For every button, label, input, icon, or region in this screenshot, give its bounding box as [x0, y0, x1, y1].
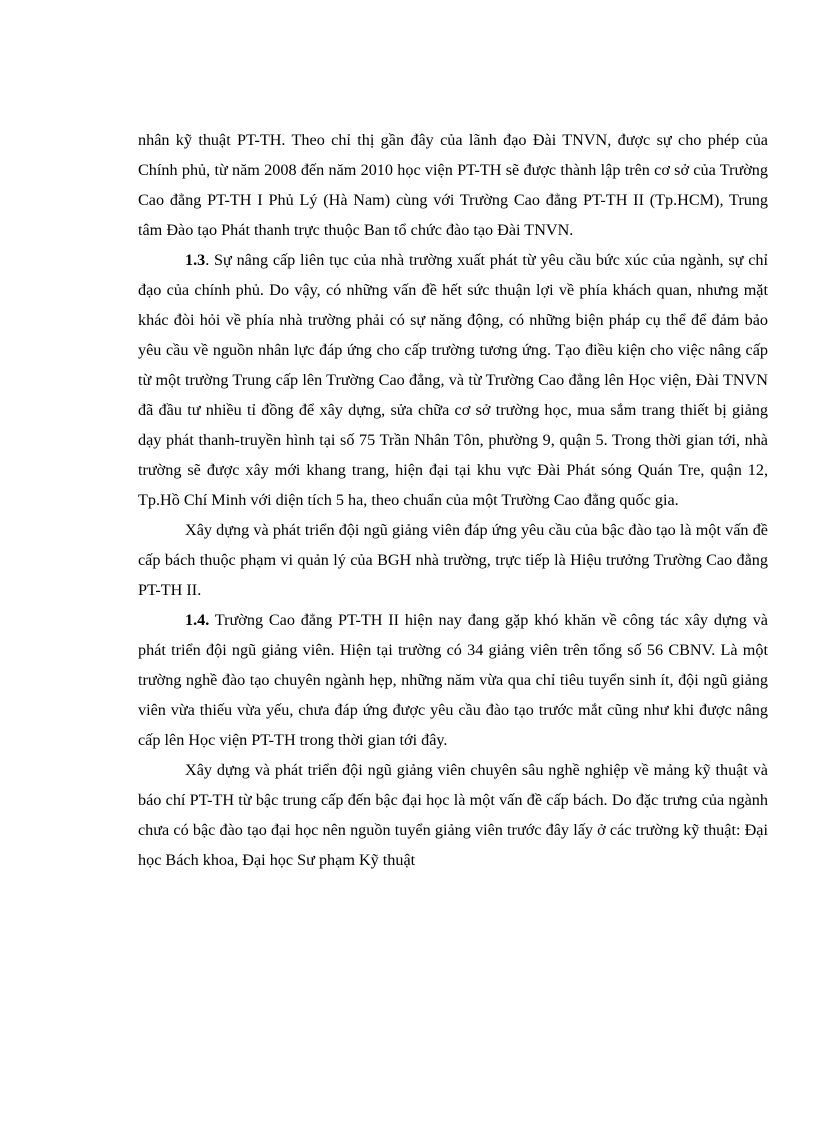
- paragraph-2-text: . Sự nâng cấp liên tục của nhà trường xuất phát từ yêu cầu bức xúc của ngành, sự chỉ đạo của chính phủ. Do vậy, có những vấn đề hết sức thuận lợi về phía khách quan, nhưng mặt khác đòi hỏi về phía nhà trường phải có sự năng động, có những biện pháp cụ thể để đảm bảo yêu cầu về nguồn nhân lực đáp ứng cho cấp trường tương ứng. Tạo điều kiện cho việc nâng cấp từ một trường Trung cấp lên Trường Cao đẳng, và từ Trường Cao đẳng lên Học viện, Đài TNVN đã đầu tư nhiều tỉ đồng để xây dựng, sửa chữa cơ sở trường học, mua sắm trang thiết bị giảng dạy phát thanh-truyền hình tại số 75 Trần Nhân Tôn, phường 9, quận 5. Trong thời gian tới, nhà trường sẽ được xây mới khang trang, hiện đại tại khu vực Đài Phát sóng Quán Tre, quận 12, Tp.Hồ Chí Minh với diện tích 5 ha, theo chuẩn của một Trường Cao đẳng quốc gia.: [138, 251, 768, 509]
- section-number-1-4: 1.4.: [185, 611, 210, 629]
- paragraph-5: [138, 755, 768, 875]
- paragraph-4-text: Trường Cao đẳng PT-TH II hiện nay đang gặp khó khăn về công tác xây dựng và phát triển đội ngũ giảng viên. Hiện tại trường có 34 giảng viên trên tổng số 56 CBNV. Là một trường nghề đào tạo chuyên ngành hẹp, những năm vừa qua chỉ tiêu tuyển sinh ít, đội ngũ giảng viên vừa thiếu vừa yếu, chưa đáp ứng được yêu cầu đào tạo trước mắt cũng như khi được nâng cấp lên Học viện PT-TH trong thời gian tới đây.: [138, 611, 768, 749]
- paragraph-3-text: Xây dựng và phát triển đội ngũ giảng viên đáp ứng yêu cầu của bậc đào tạo là một vấn đề cấp bách thuộc phạm vi quản lý của BGH nhà trường, trực tiếp là Hiệu trưởng Trường Cao đẳng PT-TH II.: [138, 521, 768, 599]
- section-number-1-3: 1.3: [185, 251, 206, 269]
- document-body: [138, 125, 768, 875]
- paragraph-1-text: nhân kỹ thuật PT-TH. Theo chỉ thị gần đây của lãnh đạo Đài TNVN, được sự cho phép của Chính phủ, từ năm 2008 đến năm 2010 học viện PT-TH sẽ được thành lập trên cơ sở của Trường Cao đẳng PT-TH I Phủ Lý (Hà Nam) cùng với Trường Cao đẳng PT-TH II (Tp.HCM), Trung tâm Đào tạo Phát thanh trực thuộc Ban tổ chức đào tạo Đài TNVN.: [138, 131, 768, 239]
- paragraph-1: [138, 125, 768, 245]
- paragraph-5-text: Xây dựng và phát triển đội ngũ giảng viên chuyên sâu nghề nghiệp về mảng kỹ thuật và báo chí PT-TH từ bậc trung cấp đến bậc đại học là một vấn đề cấp bách. Do đặc trưng của ngành chưa có bậc đào tạo đại học nên nguồn tuyển giảng viên trước đây lấy ở các trường kỹ thuật: Đại học Bách khoa, Đại học Sư phạm Kỹ thuật: [138, 761, 768, 869]
- paragraph-2: [138, 245, 768, 515]
- paragraph-4: [138, 605, 768, 755]
- paragraph-3: [138, 515, 768, 605]
